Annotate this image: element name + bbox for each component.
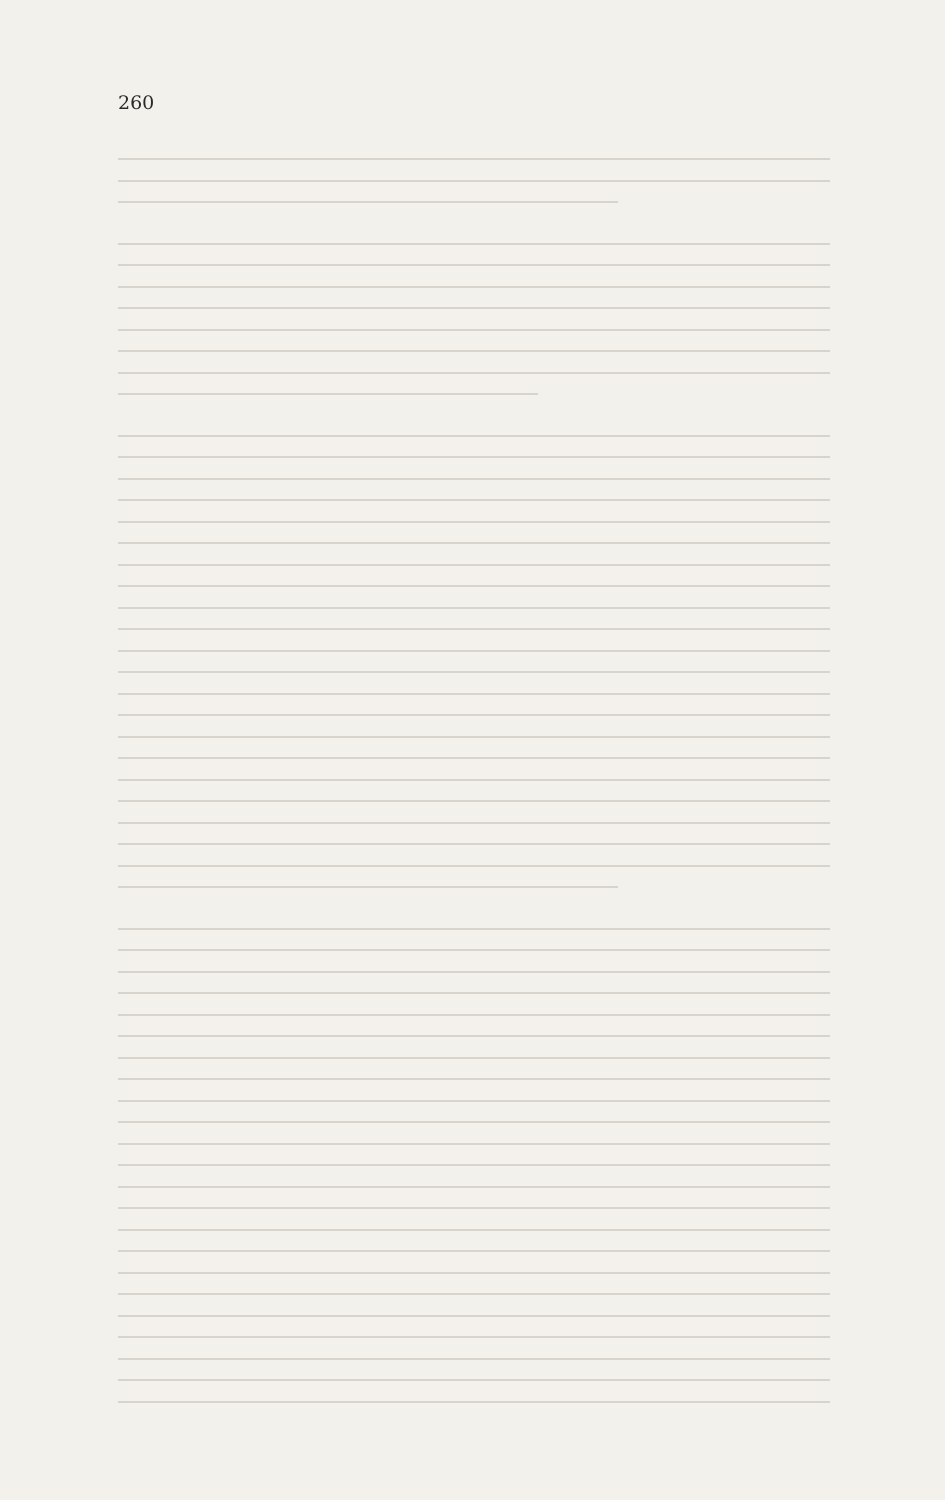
page-number: 260 — [118, 92, 155, 114]
dictionary-body — [118, 152, 830, 1442]
running-head — [118, 92, 830, 120]
